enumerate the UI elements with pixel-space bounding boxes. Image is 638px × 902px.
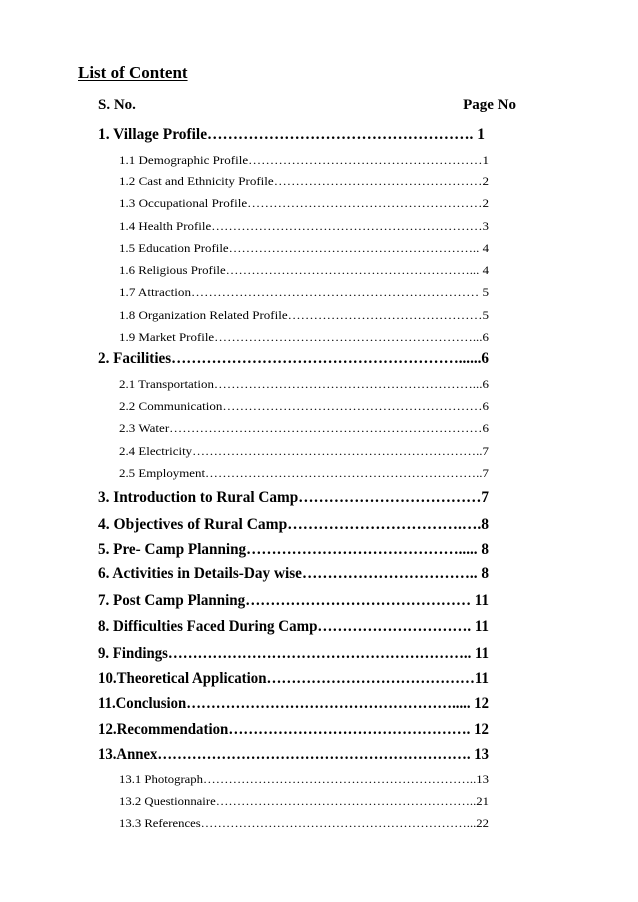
toc-entry-text: 9. Findings…………………………………………………….. 11 xyxy=(98,645,489,662)
toc-entry-text: 7. Post Camp Planning……………………………………… 11 xyxy=(98,592,489,609)
toc-entry-text: 1.5 Education Profile………………………………………………….. 4 xyxy=(119,242,490,255)
toc-entry-text: 2.4 Electricity…………………………………………………………..7 xyxy=(119,445,489,458)
toc-entry-text: 1.3 Occupational Profile………………………………………………2 xyxy=(119,197,489,210)
toc-entry-text: 1.8 Organization Related Profile………………………………………5 xyxy=(119,309,489,322)
toc-entry-text: 1.9 Market Profile……………………………………………………...6 xyxy=(119,331,489,344)
toc-entry-text: 13.Annex………………………………………………………. 13 xyxy=(98,746,489,763)
toc-entry-text: 10.Theoretical Application……………………………………11 xyxy=(98,670,489,687)
toc-entry-text: 13.2 Questionnaire……………………………………………………..21 xyxy=(119,795,489,808)
toc-entry-text: 2. Facilities…………………………………………………......6 xyxy=(98,350,489,367)
toc-entry-text: 12.Recommendation…………………………………………. 12 xyxy=(98,721,489,738)
toc-entry-text: 3. Introduction to Rural Camp………………………………7 xyxy=(98,489,489,506)
sno-column-header: S. No. xyxy=(98,97,136,113)
toc-entry-text: 5. Pre- Camp Planning……………………………………..... 8 xyxy=(98,541,489,558)
toc-entry-text: 8. Difficulties Faced During Camp…………………………. 11 xyxy=(98,618,489,635)
toc-entry-text: 1.4 Health Profile………………………………………………………3 xyxy=(119,220,489,233)
toc-entry-text: 11.Conclusion………………………………………………..... 12 xyxy=(98,695,489,712)
toc-entry-text: 1.1 Demographic Profile………………………………………………1 xyxy=(119,154,489,167)
toc-entry-text: 4. Objectives of Rural Camp…………………………….….8 xyxy=(98,516,489,533)
toc-entry-text: 2.5 Employment………………………………………………………..7 xyxy=(119,467,489,480)
toc-entry-text: 1.6 Religious Profile…………………………………………………... 4 xyxy=(119,264,489,277)
toc-entry-text: 13.3 References………………………………………………………...22 xyxy=(119,817,489,830)
page-no-column-header: Page No xyxy=(463,97,516,113)
toc-entry-text: 1.2 Cast and Ethnicity Profile…………………………………………2 xyxy=(119,175,489,188)
toc-entry-text: 2.2 Communication……………………………………………………6 xyxy=(119,400,489,413)
page-title: List of Content xyxy=(78,63,188,82)
toc-entry-text: 13.1 Photograph………………………………………………………..13 xyxy=(119,773,489,786)
toc-entry-text: 2.1 Transportation……………………………………………………...6 xyxy=(119,378,489,391)
toc-entry-text: 1. Village Profile……………………………………………. 1 xyxy=(98,126,485,143)
toc-entry-text: 1.7 Attraction………………………………………………………… 5 xyxy=(119,286,489,299)
toc-entry-text: 6. Activities in Details-Day wise…………………………….. 8 xyxy=(98,565,489,582)
toc-entry-text: 2.3 Water………………………………………………………………6 xyxy=(119,422,489,435)
